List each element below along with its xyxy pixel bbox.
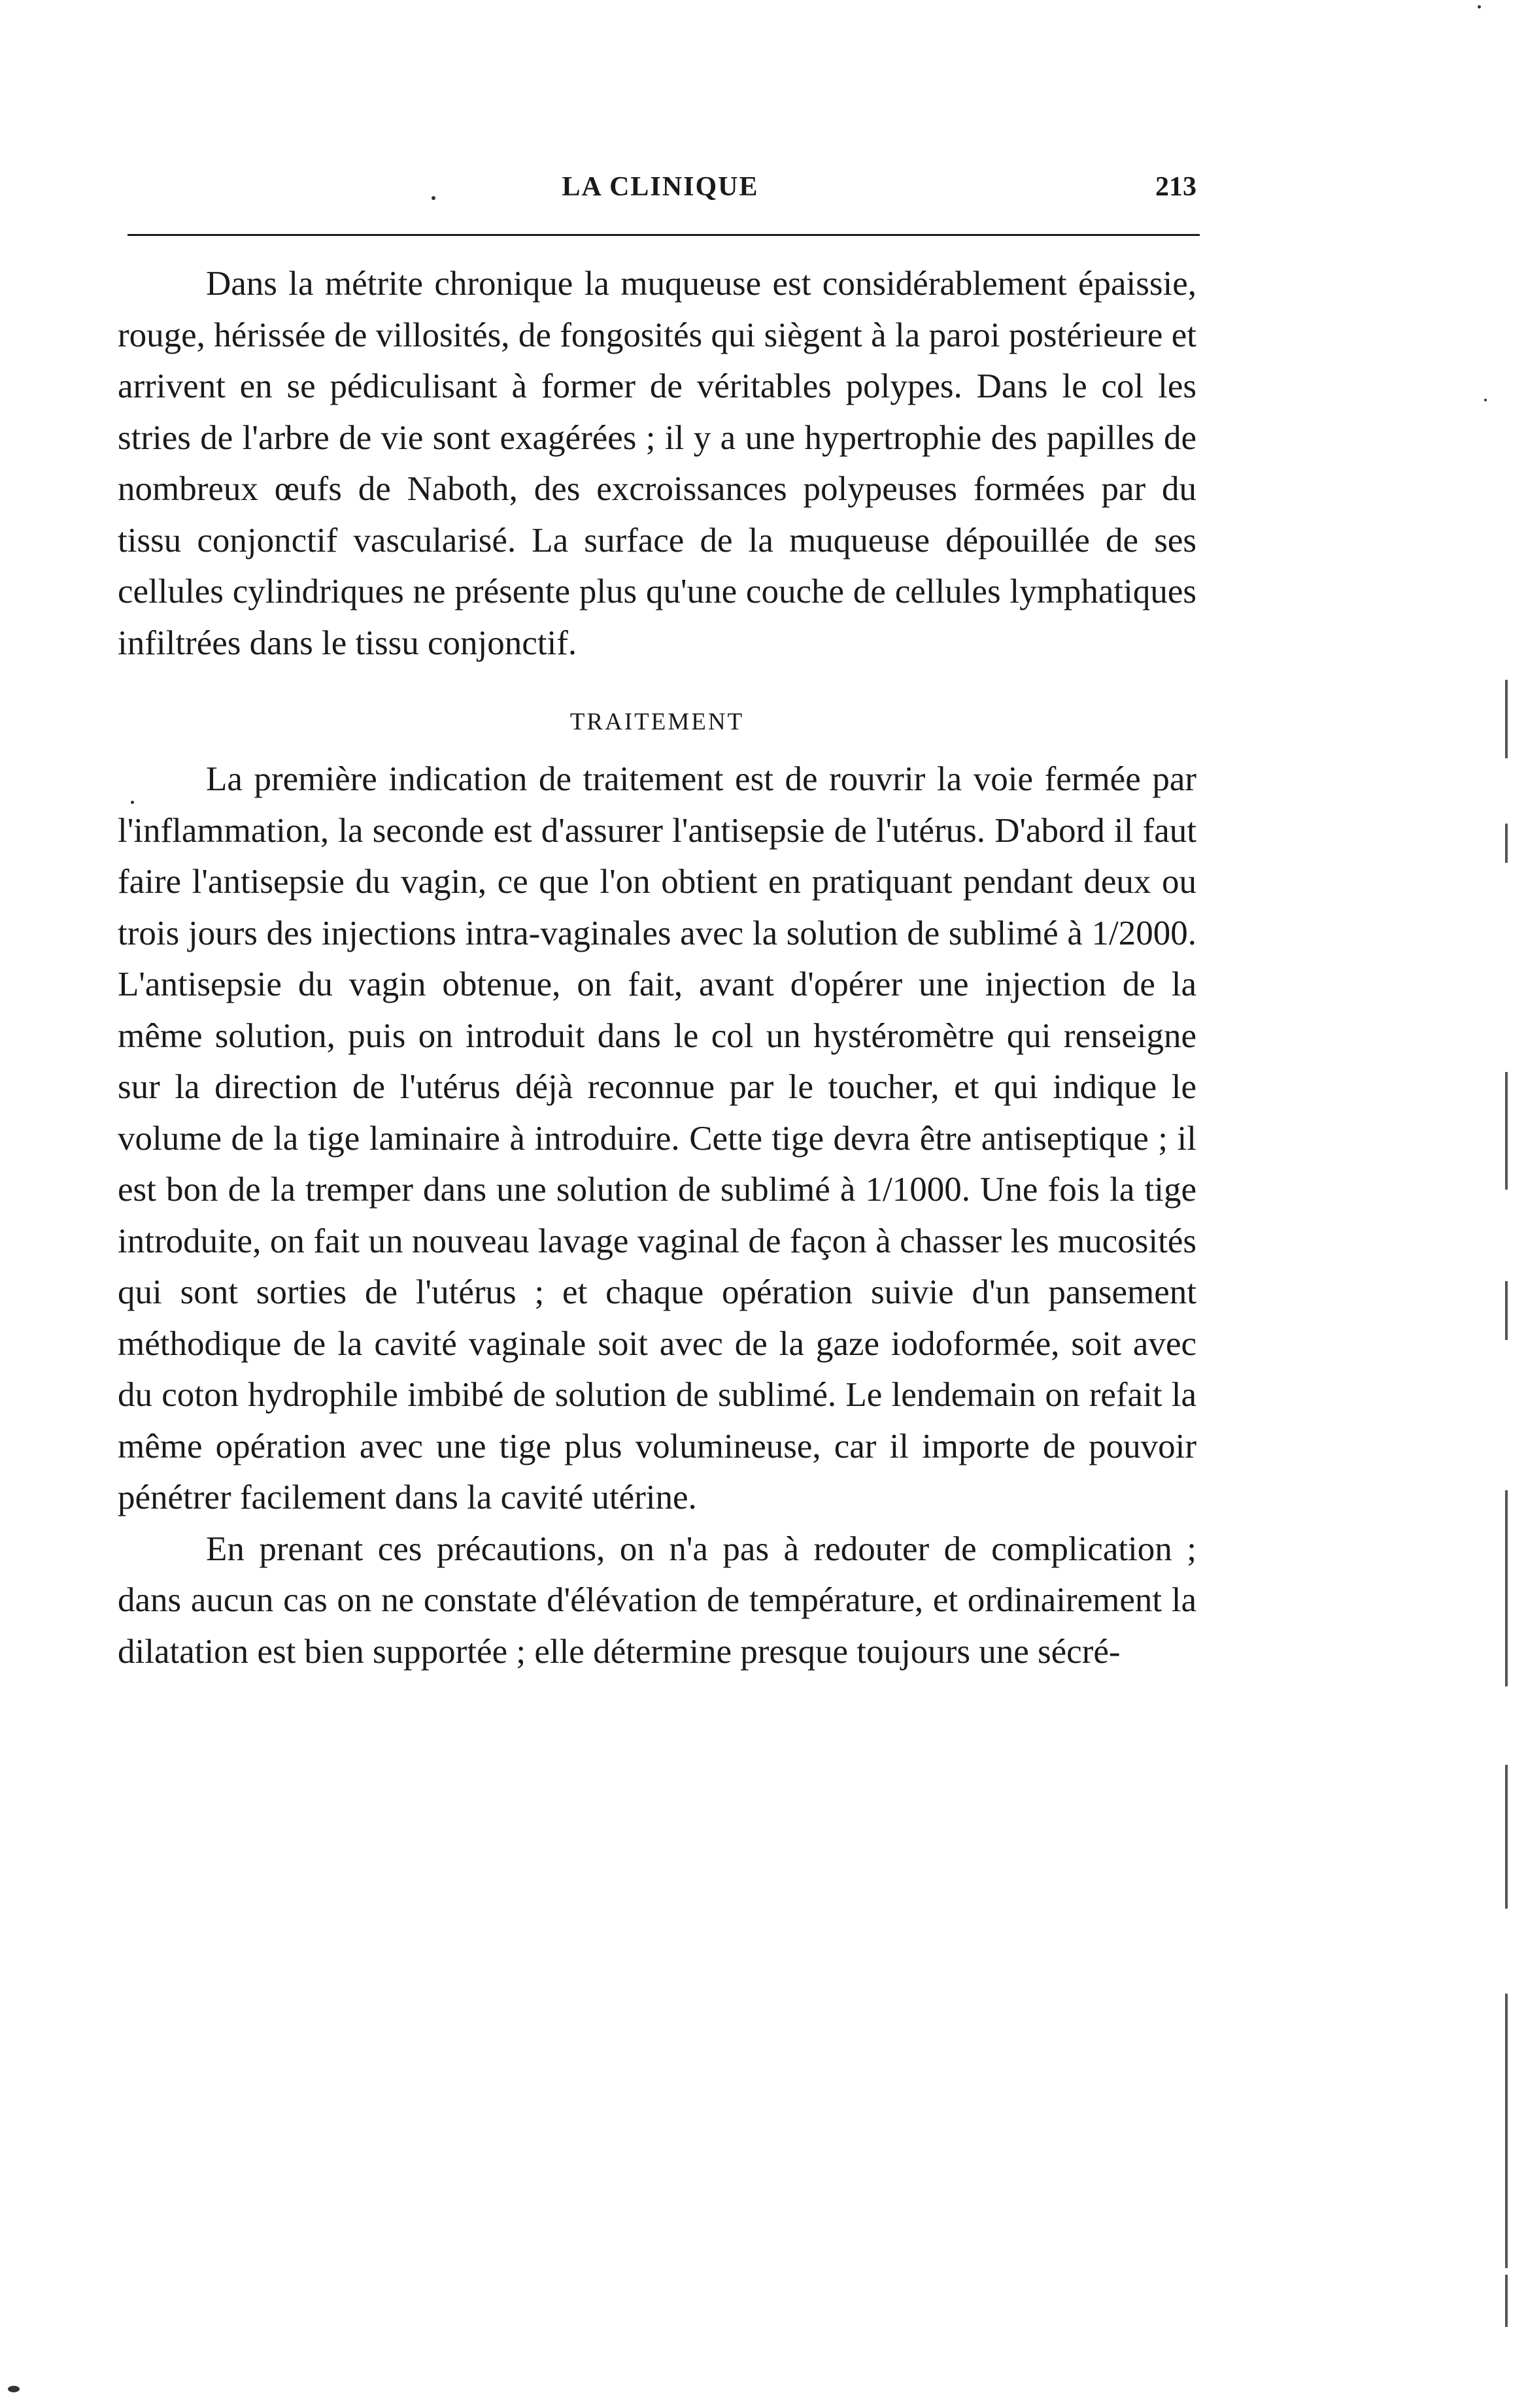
paragraph-metrite: Dans la métrite chronique la muqueuse est considérablement épaissie, rouge, hérissée de villosités, de fongosités qui siègent à la paroi postérieure et arrivent en se pédiculisant à former de véritables polypes. Dans le col les stries de l'arbre de vie sont exagérées ; il y a une hypertrophie des papilles de nombreux œufs de Naboth, des excroissances polypeuses formées par du tissu conjonctif vascularisé. La surface de la muqueuse dépouillée de ses cellules cylindriques ne présente plus qu'une couche de cellules lymphatiques infiltrées dans le tissu conjonctif. <box>118 265 1196 662</box>
body-text <box>118 258 1196 1677</box>
page-number: 213 <box>1155 172 1196 202</box>
print-speck <box>432 196 435 200</box>
print-speck <box>1478 5 1481 8</box>
paragraph-precautions: En prenant ces précautions, on n'a pas à redouter de complication ; dans aucun cas on ne constate d'élévation de température, et ordinairement la dilatation est bien supportée ; elle détermine presque toujours une sécré- <box>118 1530 1196 1671</box>
scan-edge-marks <box>1505 654 1514 2353</box>
print-speck <box>131 801 134 804</box>
section-title: TRAITEMENT <box>569 709 745 735</box>
header-rule <box>127 234 1200 236</box>
page-header <box>124 171 1196 217</box>
print-speck <box>1484 399 1487 401</box>
print-speck <box>8 2386 20 2392</box>
running-head: LA CLINIQUE <box>562 172 759 202</box>
paragraph-traitement: La première indication de traitement est de rouvrir la voie fermée par l'inflammation, la seconde est d'assurer l'antisepsie de l'utérus. D'abord il faut faire l'antisepsie du vagin, ce que l'on obtient en pratiquant pendant deux ou trois jours des injections intra-vaginales avec la solution de sublimé à 1/2000. L'antisepsie du vagin obtenue, on fait, avant d'opérer une injection de la même solution, puis on introduit dans le col un hystéromètre qui renseigne sur la direction de l'utérus déjà reconnue par le toucher, et qui indique le volume de la tige laminaire à introduire. Cette tige devra être antiseptique ; il est bon de la tremper dans une solution de sublimé à 1/1000. Une fois la tige introduite, on fait un nouveau lavage vaginal de façon à chasser les mucosités qui sont sorties de l'utérus ; et chaque opération suivie d'un pansement méthodique de la cavité vaginale soit avec de la gaze iodoformée, soit avec du coton hydrophile imbibé de solution de sublimé. Le lendemain on refait la même opération avec une tige plus volumineuse, car il importe de pouvoir pénétrer facilement dans la cavité utérine. <box>118 760 1196 1516</box>
